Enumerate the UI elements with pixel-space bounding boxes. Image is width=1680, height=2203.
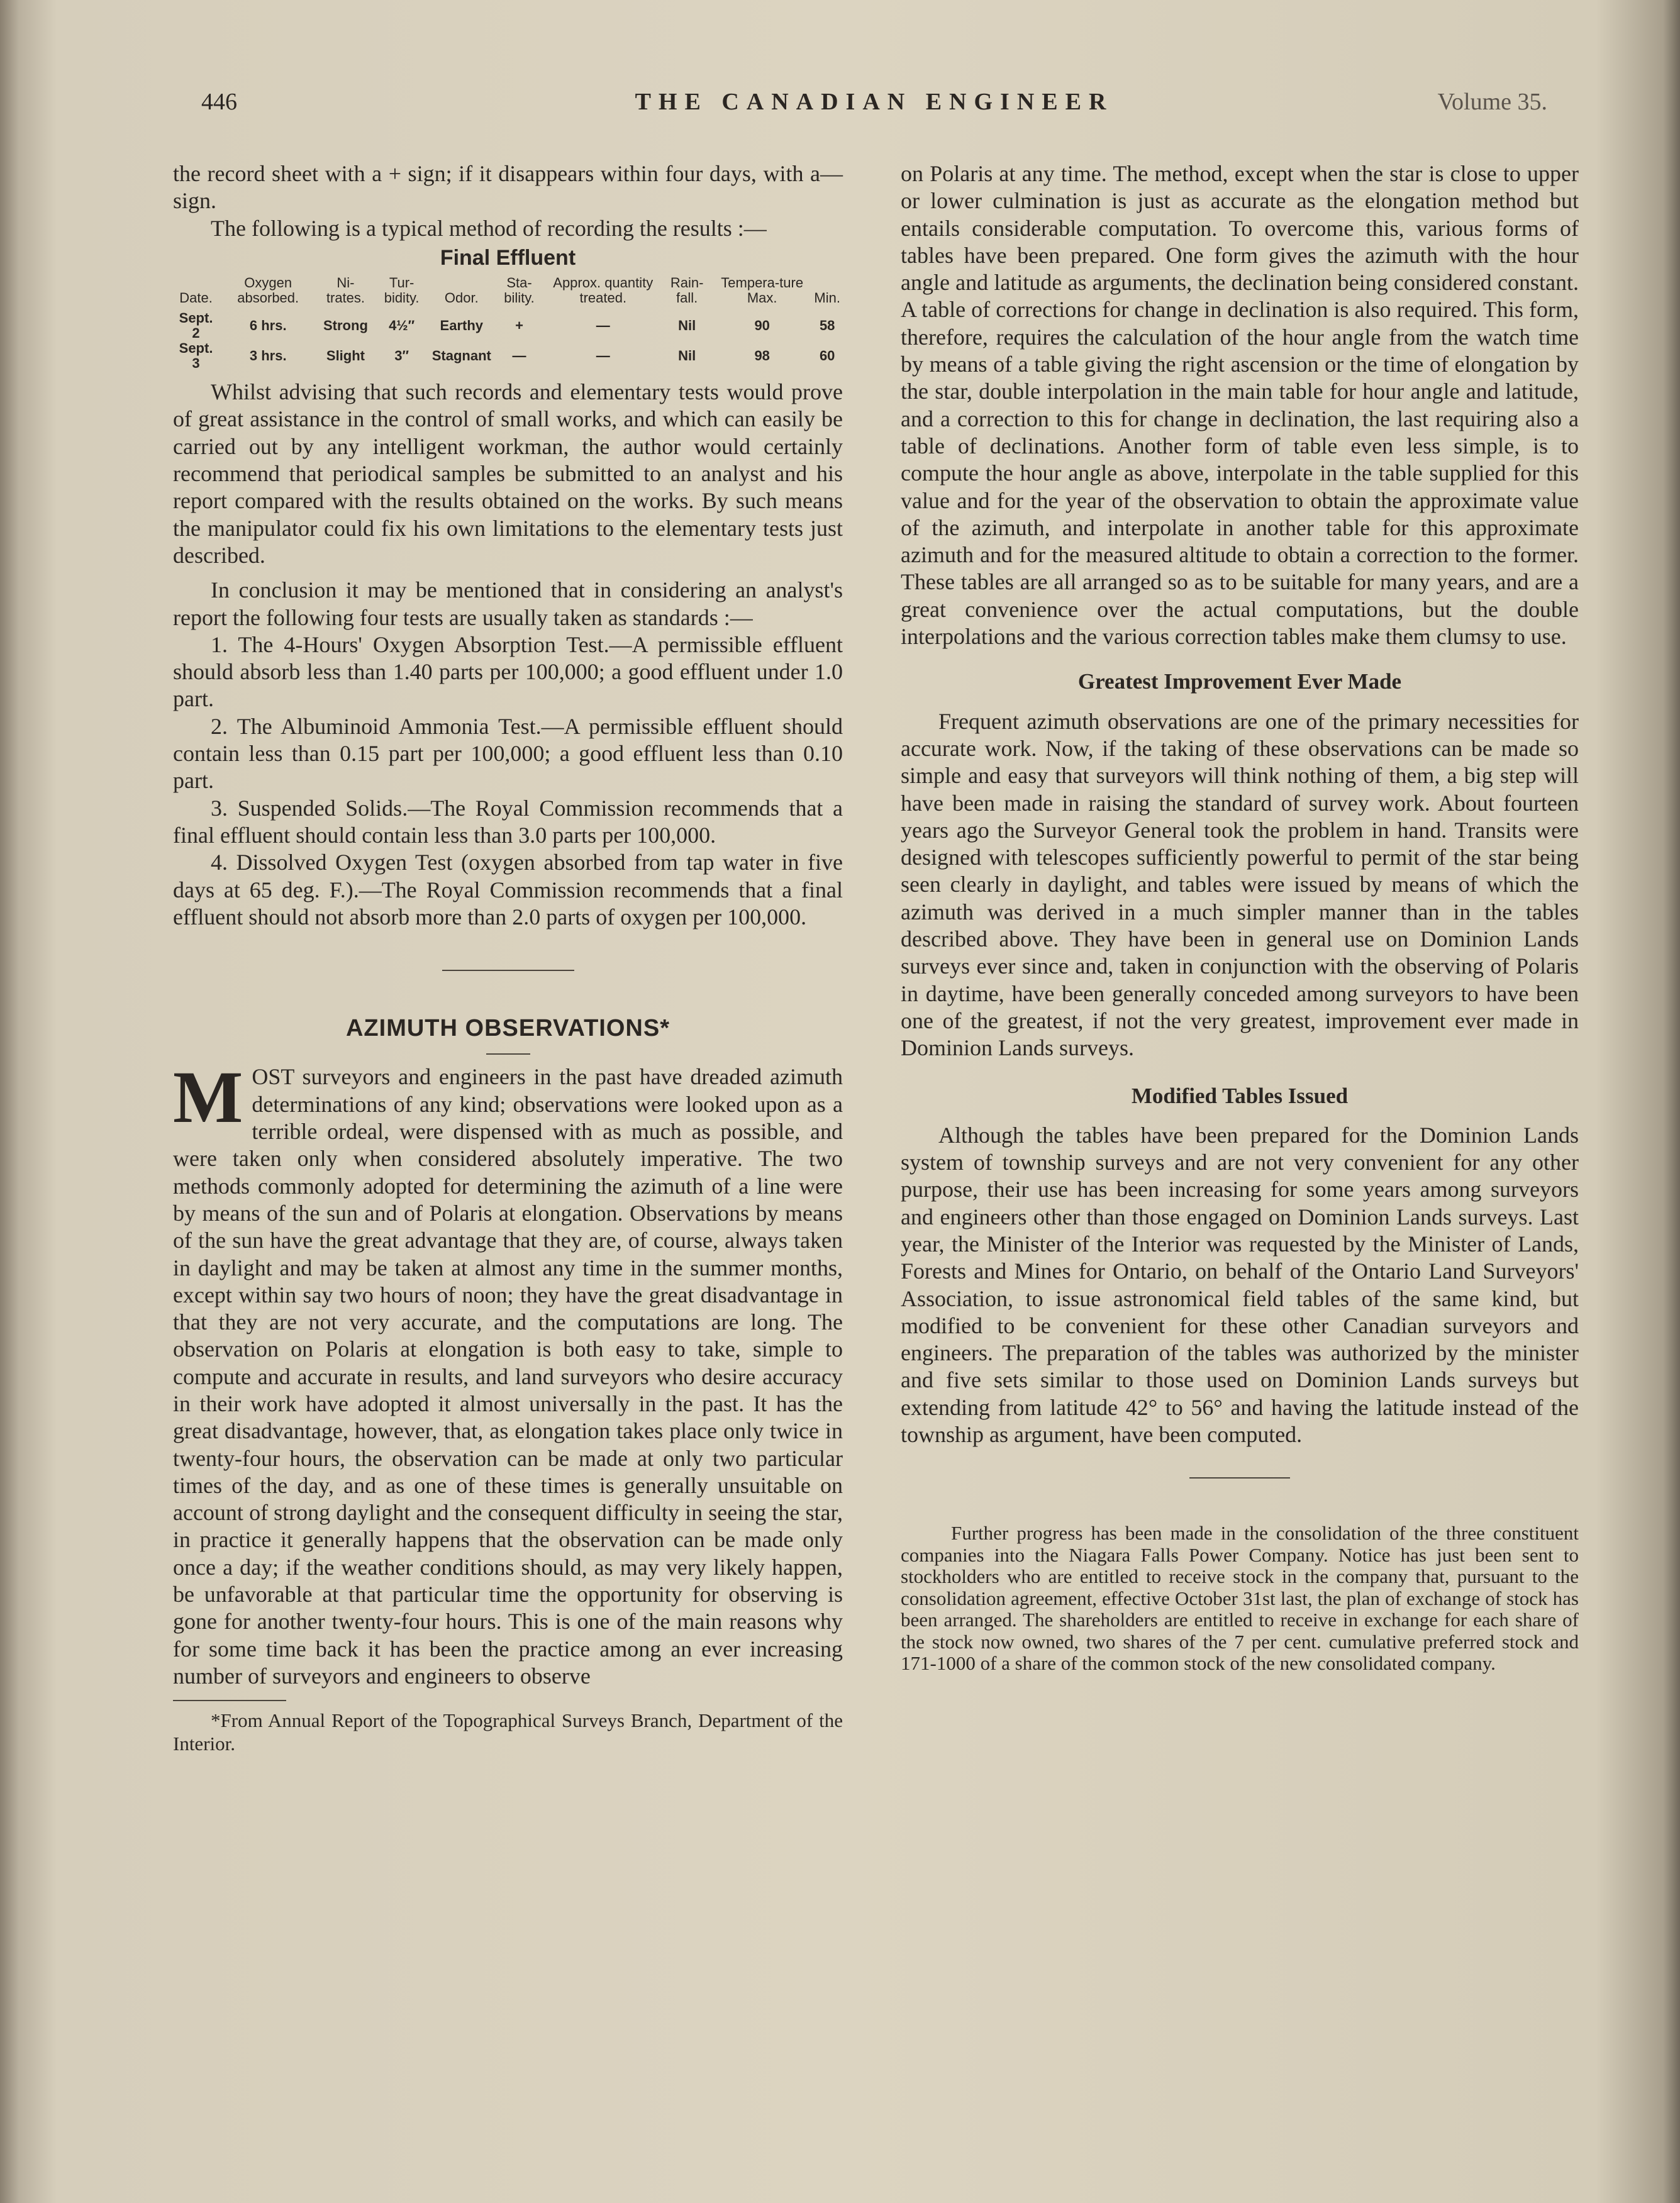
effluent-table [173, 275, 843, 371]
table-row [173, 311, 843, 341]
article-text: OST surveyors and engineers in the past have dreaded azimuth determinations of any kind; observations were looked upon as a terrible ordeal, were dispensed with as much as possible, and were taken only when considered absolutely imperative. The two methods commonly adopted for determining the azimuth of a line were by means of the sun and of Polaris at elongation. Observations by means of the sun have the great advantage that they are, of course, always taken in daylight and may be taken at almost any time in the summer months, except within say two hours of noon; they have the great disadvantage in that they are not very accurate, and the computations are long. The observation on Polaris at elongation is both easy to take, simple to compute and accurate in results, and land surveyors who desire accuracy in their work have adopted it almost universally in the past. It has the great disadvantage, however, that, as elongation takes place only twice in twenty-four hours, the observation can be made at only two particular times of the day, and as one of these times is generally unsuitable on account of strong daylight and the consequent difficulty in seeing the star, in practice it generally happens that the observation can be made only once a day; if the weather conditions should, as may very likely happen, be unfavorable at that particular time the opportunity for observing is gone for another twenty-four hours. This is one of the main reasons why for some time back it has been the practice among an ever increasing number of surveyors and engineers to observe [173, 1064, 843, 1689]
column-header: Tempera-ture Max. [721, 275, 804, 306]
column-header: Oxygen absorbed. [237, 275, 299, 306]
running-head [201, 88, 1547, 126]
paragraph: The following is a typical method of recording the results :— [211, 215, 767, 241]
column-header: Ni-trates. [326, 275, 365, 306]
paragraph: In conclusion it may be mentioned that in considering an analyst's report the following four tests are usually taken as standards :— [173, 577, 843, 630]
paragraph: Although the tables have been prepared for the Dominion Lands system of township surveys and are not very convenient for any other purpose, their use has been increasing for some years among surveyors and engineers other than those engaged on Dominion Lands surveys. Last year, the Minister of the Interior was requested by the Minister of Lands, Forests and Mines for Ontario, on behalf of the Ontario Land Surveyors' Association, to issue astronomical field tables of the same kind, but modified to be convenient for these other Canadian surveyors and engineers. The preparation of the tables was authorized by the minister and five sets similar to those used on Dominion Lands surveys but extending from latitude 42° to 56° and having the latitude instead of the township as argument, have been computed. [901, 1122, 1579, 1448]
table-cell: Sept. 2 [179, 310, 213, 341]
numbered-paragraph: 1. The 4-Hours' Oxygen Absorption Test.—A permissible effluent should absorb less than 1.40 parts per 100,000; a good effluent under 1.0 part. [173, 631, 843, 712]
column-header: Odor. [444, 290, 479, 306]
paragraph: Frequent azimuth observations are one of the primary necessities for accurate work. Now, if the taking of these observations can be made so simple and easy that surveyors will think nothing of them, a big step will have been made in raising the standard of survey work. About fourteen years ago the Surveyor General took the problem in hand. Transits were designed with telescopes sufficiently powerful to permit of the star being seen clearly in daylight, and tables were issued by means of which the azimuth was derived in a much simpler manner than in the tables described above. They have been in general use on Dominion Lands surveys ever since and, taken in conjunction with the observing of Polaris in daytime, have been generally conceded among surveyors to have been one of the greatest, if not the very greatest, improvement ever made in Dominion Lands surveys. [901, 708, 1579, 1061]
subheading: Modified Tables Issued [1131, 1083, 1349, 1108]
page-number: 446 [201, 89, 237, 115]
news-item: Further progress has been made in the consolidation of the three constituent companies into the Niagara Falls Power Company. Notice has just been sent to stockholders who are entitled to receive stock in the company that, pursuant to the consolidation agreement, effective October 31st last, the plan of exchange of stock has been arranged. The shareholders are entitled to receive in exchange for each share of the stock now owned, two shares of the 7 per cent. cumulative preferred stock and 171-1000 of a share of the common stock of the new consolidated company. [901, 1522, 1579, 1675]
table-cell: Nil [678, 348, 696, 364]
column-header: Min. [814, 290, 840, 306]
paragraph: on Polaris at any time. The method, except when the star is close to upper or lower culmination is just as accurate as the elongation method but entails considerable computation. To overcome this, various forms of tables have been prepared. One form gives the azimuth with the hour angle and latitude as arguments, the declination being considered constant. A table of corrections for change in declination is also required. This form, therefore, requires the calculation of the hour angle from the watch time by means of a table giving the right ascension or the time of elongation by the star, double interpolation in the main table for hour angle and latitude, and a correction to this for change in declination, the last requiring also a table of declinations. Another form of table even less simple, is to compute the hour angle as above, interpolate in the table supplied for this value and for the year of the observation to obtain the approximate value of the azimuth, and interpolate in another table for this approximate azimuth and for the measured altitude to obtain a correction to the former. These tables are all arranged so as to be suitable for many years, and are a great convenience over the actual computations, but the double interpolations and the various correction tables make them clumsy to use. [901, 161, 1579, 650]
paragraph: the record sheet with a + sign; if it disappears within four days, with a— sign. [173, 161, 843, 214]
column-header: Tur-bidity. [384, 275, 420, 306]
table-title: Final Effluent [440, 245, 576, 270]
table-cell: Slight [326, 348, 365, 364]
table-cell: Sept. 3 [179, 340, 213, 372]
table-cell: 58 [819, 318, 835, 334]
table-cell: 98 [754, 348, 770, 364]
column-header: Approx. quantity treated. [553, 275, 654, 306]
table-cell: + [515, 318, 523, 334]
numbered-paragraph: 2. The Albuminoid Ammonia Test.—A permissible effluent should contain less than 0.15 part per 100,000; a good effluent less than 0.10 part. [173, 713, 843, 794]
table-cell: Strong [323, 318, 368, 334]
column-header: Date. [179, 290, 213, 306]
left-column [173, 160, 843, 1755]
table-cell: 3″ [394, 348, 409, 364]
drop-cap: M [173, 1056, 243, 1139]
paragraph: Whilst advising that such records and elementary tests would prove of great assistance in the control of small works, and which can easily be carried out by any intelligent workman, the author would certainly recommend that periodical samples be submitted to an analyst and his report compared with the results obtained on the works. By such means the manipulator could fix his own limitations to the elementary tests just described. [173, 379, 843, 568]
table-cell: 3 hrs. [249, 348, 287, 364]
volume-label: Volume 35. [1437, 89, 1547, 115]
table-cell: 6 hrs. [249, 318, 287, 334]
footnote: *From Annual Report of the Topographical Surveys Branch, Department of the Interior. [173, 1709, 843, 1755]
table-cell: Stagnant [431, 348, 491, 364]
table-row [173, 341, 843, 371]
article-paragraph [173, 1056, 843, 1690]
table-cell: Earthy [440, 318, 484, 334]
subheading: Greatest Improvement Ever Made [1077, 669, 1402, 694]
table-cell: Nil [678, 318, 696, 334]
table-cell: — [596, 318, 610, 334]
column-header: Sta-bility. [504, 275, 535, 306]
table-cell: 90 [754, 318, 770, 334]
table-header-row [173, 275, 843, 311]
table-cell: 4½″ [389, 318, 415, 334]
numbered-paragraph: 4. Dissolved Oxygen Test (oxygen absorbed from tap water in five days at 65 deg. F.).—The Royal Commission recommends that a final effluent should not absorb more than 2.0 parts of oxygen per 100,000. [173, 850, 843, 929]
article-title: AZIMUTH OBSERVATIONS* [345, 1015, 670, 1042]
right-column [901, 160, 1579, 1675]
table-cell: — [512, 348, 526, 364]
table-cell: — [596, 348, 610, 364]
table-cell: 60 [819, 348, 835, 364]
journal-title: THE CANADIAN ENGINEER [635, 89, 1114, 115]
column-header: Rain-fall. [670, 275, 704, 306]
numbered-paragraph: 3. Suspended Solids.—The Royal Commission recommends that a final effluent should contain less than 3.0 parts per 100,000. [173, 795, 843, 848]
